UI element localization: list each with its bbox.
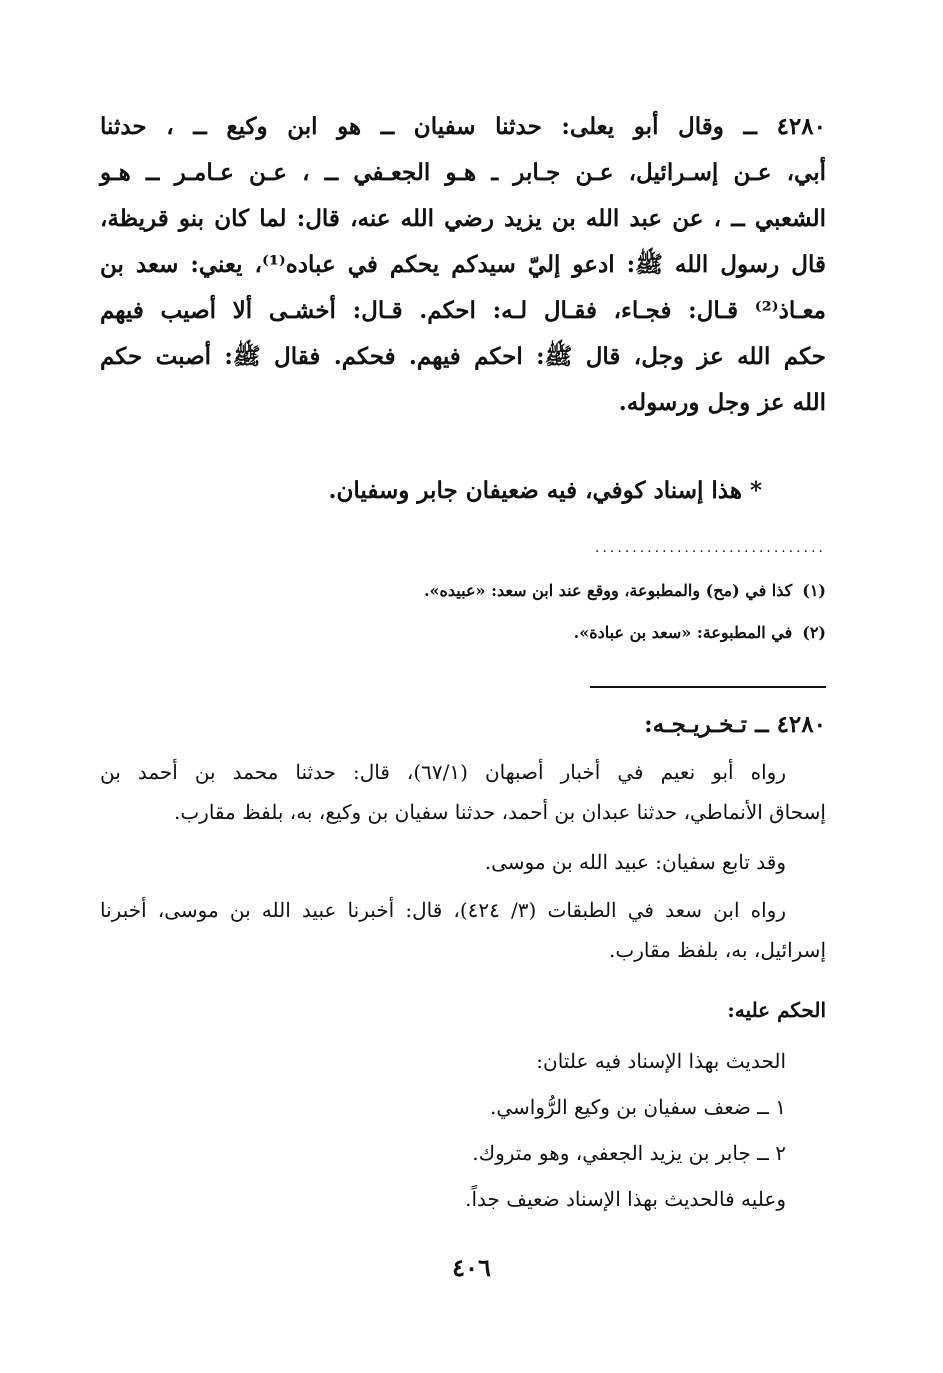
hadith-line: حكم الله عز وجل، قال ﷺ: احكم فيهم. فحكم. فقال ﷺ: أصبت حكم [100, 343, 826, 370]
ruling-item: ٢ ــ جابر بن يزيد الجعفي، وهو متروك. [472, 1141, 786, 1165]
text-line: إسرائيل، به، بلفظ مقارب. [609, 938, 826, 962]
footnote-text: كذا في (مح) والمطبوعة، ووقع عند ابن سعد: «عبيده». [423, 581, 793, 600]
section-divider [590, 686, 826, 688]
takhrij-paragraph-1 [100, 752, 826, 832]
isnad-verdict: * هذا إسناد كوفي، فيه ضعيفان جابر وسفيان. [328, 477, 762, 504]
takhrij-heading: ٤٢٨٠ ــ تـخـريـجـه: [644, 711, 826, 738]
text-line: رواه أبو نعيم في أخبار أصبهان (٦٧/١)، قال: حدثنا محمد بن أحمد بن [100, 760, 786, 784]
hadith-line: معـاذ⁽²⁾ قـال: فجـاء، فقـال لـه: احكم. قـال: أخشـى ألا أصيب فيهم [100, 297, 826, 324]
hadith-text [100, 104, 826, 426]
hadith-line: الشعبي ــ ، عن عبد الله بن يزيد رضي الله عنه، قال: لما كان بنو قريظة، [100, 205, 826, 232]
takhrij-paragraph-2 [100, 890, 826, 970]
footnote-2 [300, 622, 826, 644]
page-number: ٤٠٦ [452, 1253, 491, 1282]
footnote-1 [300, 580, 826, 602]
hadith-line: الله عز وجل ورسوله. [618, 389, 826, 416]
ruling-item: ١ ــ ضعف سفيان بن وكيع الرُّواسي. [490, 1095, 786, 1119]
text-line: رواه ابن سعد في الطبقات (٣/ ٤٢٤)، قال: أخبرنا عبيد الله بن موسى، أخبرنا [100, 898, 787, 922]
ruling-body [100, 1038, 826, 1222]
footnote-number: (٢) [802, 623, 826, 642]
hadith-line: قال رسول الله ﷺ: ادعو إليّ سيدكم يحكم في عباده⁽¹⁾، يعني: سعد بن [100, 251, 827, 278]
hadith-line: أبي، عـن إسـرائيل، عـن جـابر ـ هـو الجعـفي ــ ، عـن عـامـر ــ هـو [100, 159, 826, 186]
footnote-separator: ............................... [595, 540, 826, 556]
takhrij-follow [100, 842, 826, 882]
ruling-intro: الحديث بهذا الإسناد فيه علتان: [536, 1049, 786, 1073]
text-line: إسحاق الأنماطي، حدثنا عبدان بن أحمد، حدثنا سفيان بن وكيع، به، بلفظ مقارب. [173, 800, 826, 824]
footnote-text: في المطبوعة: «سعد بن عبادة». [573, 623, 793, 642]
ruling-heading: الحكم عليه: [727, 998, 826, 1022]
ruling-conclusion: وعليه فالحديث بهذا الإسناد ضعيف جداً. [465, 1187, 786, 1211]
hadith-line: ٤٢٨٠ ــ وقال أبو يعلى: حدثنا سفيان ــ هو ابن وكيع ــ ، حدثنا [100, 113, 826, 140]
footnote-number: (١) [802, 581, 826, 600]
text-line: وقد تابع سفيان: عبيد الله بن موسى. [484, 850, 786, 874]
